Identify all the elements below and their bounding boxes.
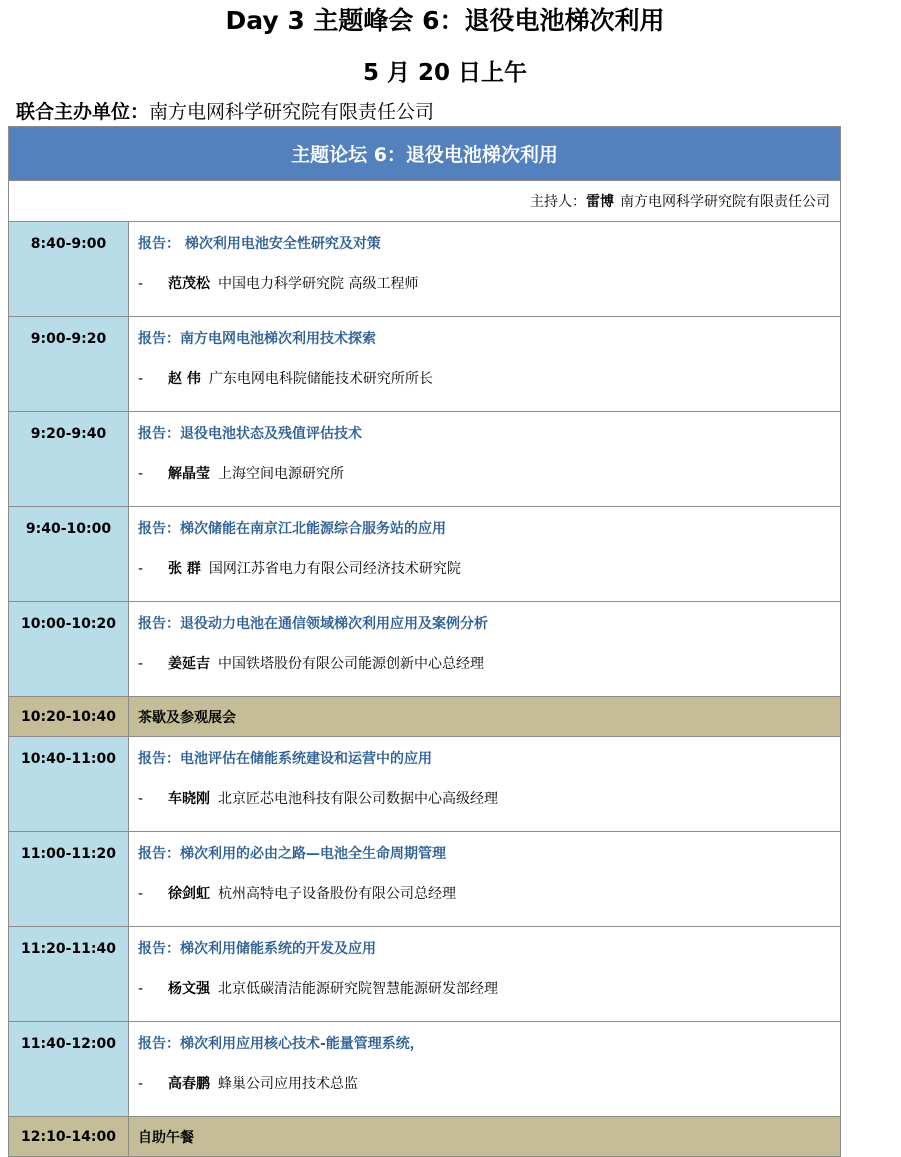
host-cell <box>9 181 841 222</box>
page-title: Day 3 主题峰会 6：退役电池梯次利用 <box>225 6 665 35</box>
talk-title: 报告：梯次储能在南京江北能源综合服务站的应用 <box>138 521 446 537</box>
speaker-dash: - <box>138 561 144 577</box>
break-time: 10:20-10:40 <box>9 697 129 737</box>
speaker-line <box>138 790 840 808</box>
session-content <box>129 602 841 697</box>
table-row <box>9 317 841 412</box>
host-label: 主持人： <box>530 194 586 210</box>
speaker-name: 徐剑虹 <box>168 886 210 902</box>
speaker-affiliation: 北京匠芯电池科技有限公司数据中心高级经理 <box>218 791 498 807</box>
table-row <box>9 507 841 602</box>
speaker-dash: - <box>138 276 144 292</box>
table-row <box>9 222 841 317</box>
session-content <box>129 927 841 1022</box>
speaker-line <box>138 275 840 293</box>
speaker-dash: - <box>138 791 144 807</box>
table-row <box>9 1022 841 1117</box>
speaker-affiliation: 国网江苏省电力有限公司经济技术研究院 <box>208 561 461 577</box>
session-content <box>129 412 841 507</box>
table-row <box>9 832 841 927</box>
speaker-name: 赵 伟 <box>168 371 201 387</box>
table-row <box>9 412 841 507</box>
session-content <box>129 317 841 412</box>
session-time: 10:40-11:00 <box>9 737 129 832</box>
break-label: 自助午餐 <box>129 1117 841 1157</box>
speaker-dash: - <box>138 1076 144 1092</box>
forum-title: 主题论坛 6：退役电池梯次利用 <box>9 127 841 181</box>
speaker-name: 杨文强 <box>168 981 210 997</box>
session-content <box>129 507 841 602</box>
talk-title: 报告：电池评估在储能系统建设和运营中的应用 <box>138 751 432 767</box>
event-date: 5 月 20 日上午 <box>362 60 528 86</box>
session-time: 9:40-10:00 <box>9 507 129 602</box>
session-time: 9:00-9:20 <box>9 317 129 412</box>
host-org: 南方电网科学研究院有限责任公司 <box>620 194 830 210</box>
session-time: 11:40-12:00 <box>9 1022 129 1117</box>
speaker-name: 解晶莹 <box>168 466 210 482</box>
speaker-affiliation: 广东电网电科院储能技术研究所所长 <box>208 371 433 387</box>
break-label: 茶歇及参观展会 <box>129 697 841 737</box>
talk-title: 报告：梯次利用储能系统的开发及应用 <box>138 941 376 957</box>
speaker-name: 范茂松 <box>168 276 210 292</box>
talk-title: 报告：退役电池状态及残值评估技术 <box>138 426 362 442</box>
session-time: 9:20-9:40 <box>9 412 129 507</box>
talk-title: 报告： 梯次利用电池安全性研究及对策 <box>138 236 381 252</box>
talk-title: 报告：梯次利用的必由之路—电池全生命周期管理 <box>138 846 446 862</box>
table-row <box>9 602 841 697</box>
speaker-name: 高春鹏 <box>168 1076 210 1092</box>
talk-title: 报告：梯次利用应用核心技术-能量管理系统， <box>138 1036 424 1052</box>
speaker-line <box>138 465 840 483</box>
speaker-affiliation: 中国电力科学研究院 高级工程师 <box>218 276 419 292</box>
speaker-affiliation: 杭州高特电子设备股份有限公司总经理 <box>218 886 456 902</box>
speaker-line <box>138 655 840 673</box>
speaker-line <box>138 560 840 578</box>
forum-header-row <box>9 127 841 181</box>
speaker-affiliation: 上海空间电源研究所 <box>218 466 344 482</box>
speaker-dash: - <box>138 656 144 672</box>
session-time: 11:00-11:20 <box>9 832 129 927</box>
speaker-affiliation: 北京低碳清洁能源研究院智慧能源研发部经理 <box>218 981 498 997</box>
session-content <box>129 222 841 317</box>
speaker-line <box>138 980 840 998</box>
break-row <box>9 1117 841 1157</box>
session-content <box>129 737 841 832</box>
session-time: 8:40-9:00 <box>9 222 129 317</box>
talk-title: 报告：退役动力电池在通信领域梯次利用应用及案例分析 <box>138 616 488 632</box>
speaker-dash: - <box>138 371 144 387</box>
organizer-name: 南方电网科学研究院有限责任公司 <box>149 101 435 123</box>
speaker-line <box>138 885 840 903</box>
agenda-table <box>8 126 841 1157</box>
speaker-affiliation: 中国铁塔股份有限公司能源创新中心总经理 <box>218 656 484 672</box>
session-content <box>129 832 841 927</box>
speaker-name: 姜延吉 <box>168 656 210 672</box>
talk-title: 报告：南方电网电池梯次利用技术探索 <box>138 331 376 347</box>
speaker-dash: - <box>138 466 144 482</box>
speaker-name: 张 群 <box>168 561 201 577</box>
session-time: 10:00-10:20 <box>9 602 129 697</box>
session-content <box>129 1022 841 1117</box>
speaker-name: 车晓刚 <box>168 791 210 807</box>
organizer-label: 联合主办单位： <box>16 101 150 123</box>
table-row <box>9 737 841 832</box>
host-name: 雷博 <box>586 194 614 210</box>
break-time: 12:10-14:00 <box>9 1117 129 1157</box>
organizer-line <box>16 100 434 124</box>
speaker-line <box>138 370 840 388</box>
session-time: 11:20-11:40 <box>9 927 129 1022</box>
speaker-dash: - <box>138 886 144 902</box>
host-row <box>9 181 841 222</box>
speaker-affiliation: 蜂巢公司应用技术总监 <box>218 1076 358 1092</box>
break-row <box>9 697 841 737</box>
table-row <box>9 927 841 1022</box>
speaker-dash: - <box>138 981 144 997</box>
speaker-line <box>138 1075 840 1093</box>
